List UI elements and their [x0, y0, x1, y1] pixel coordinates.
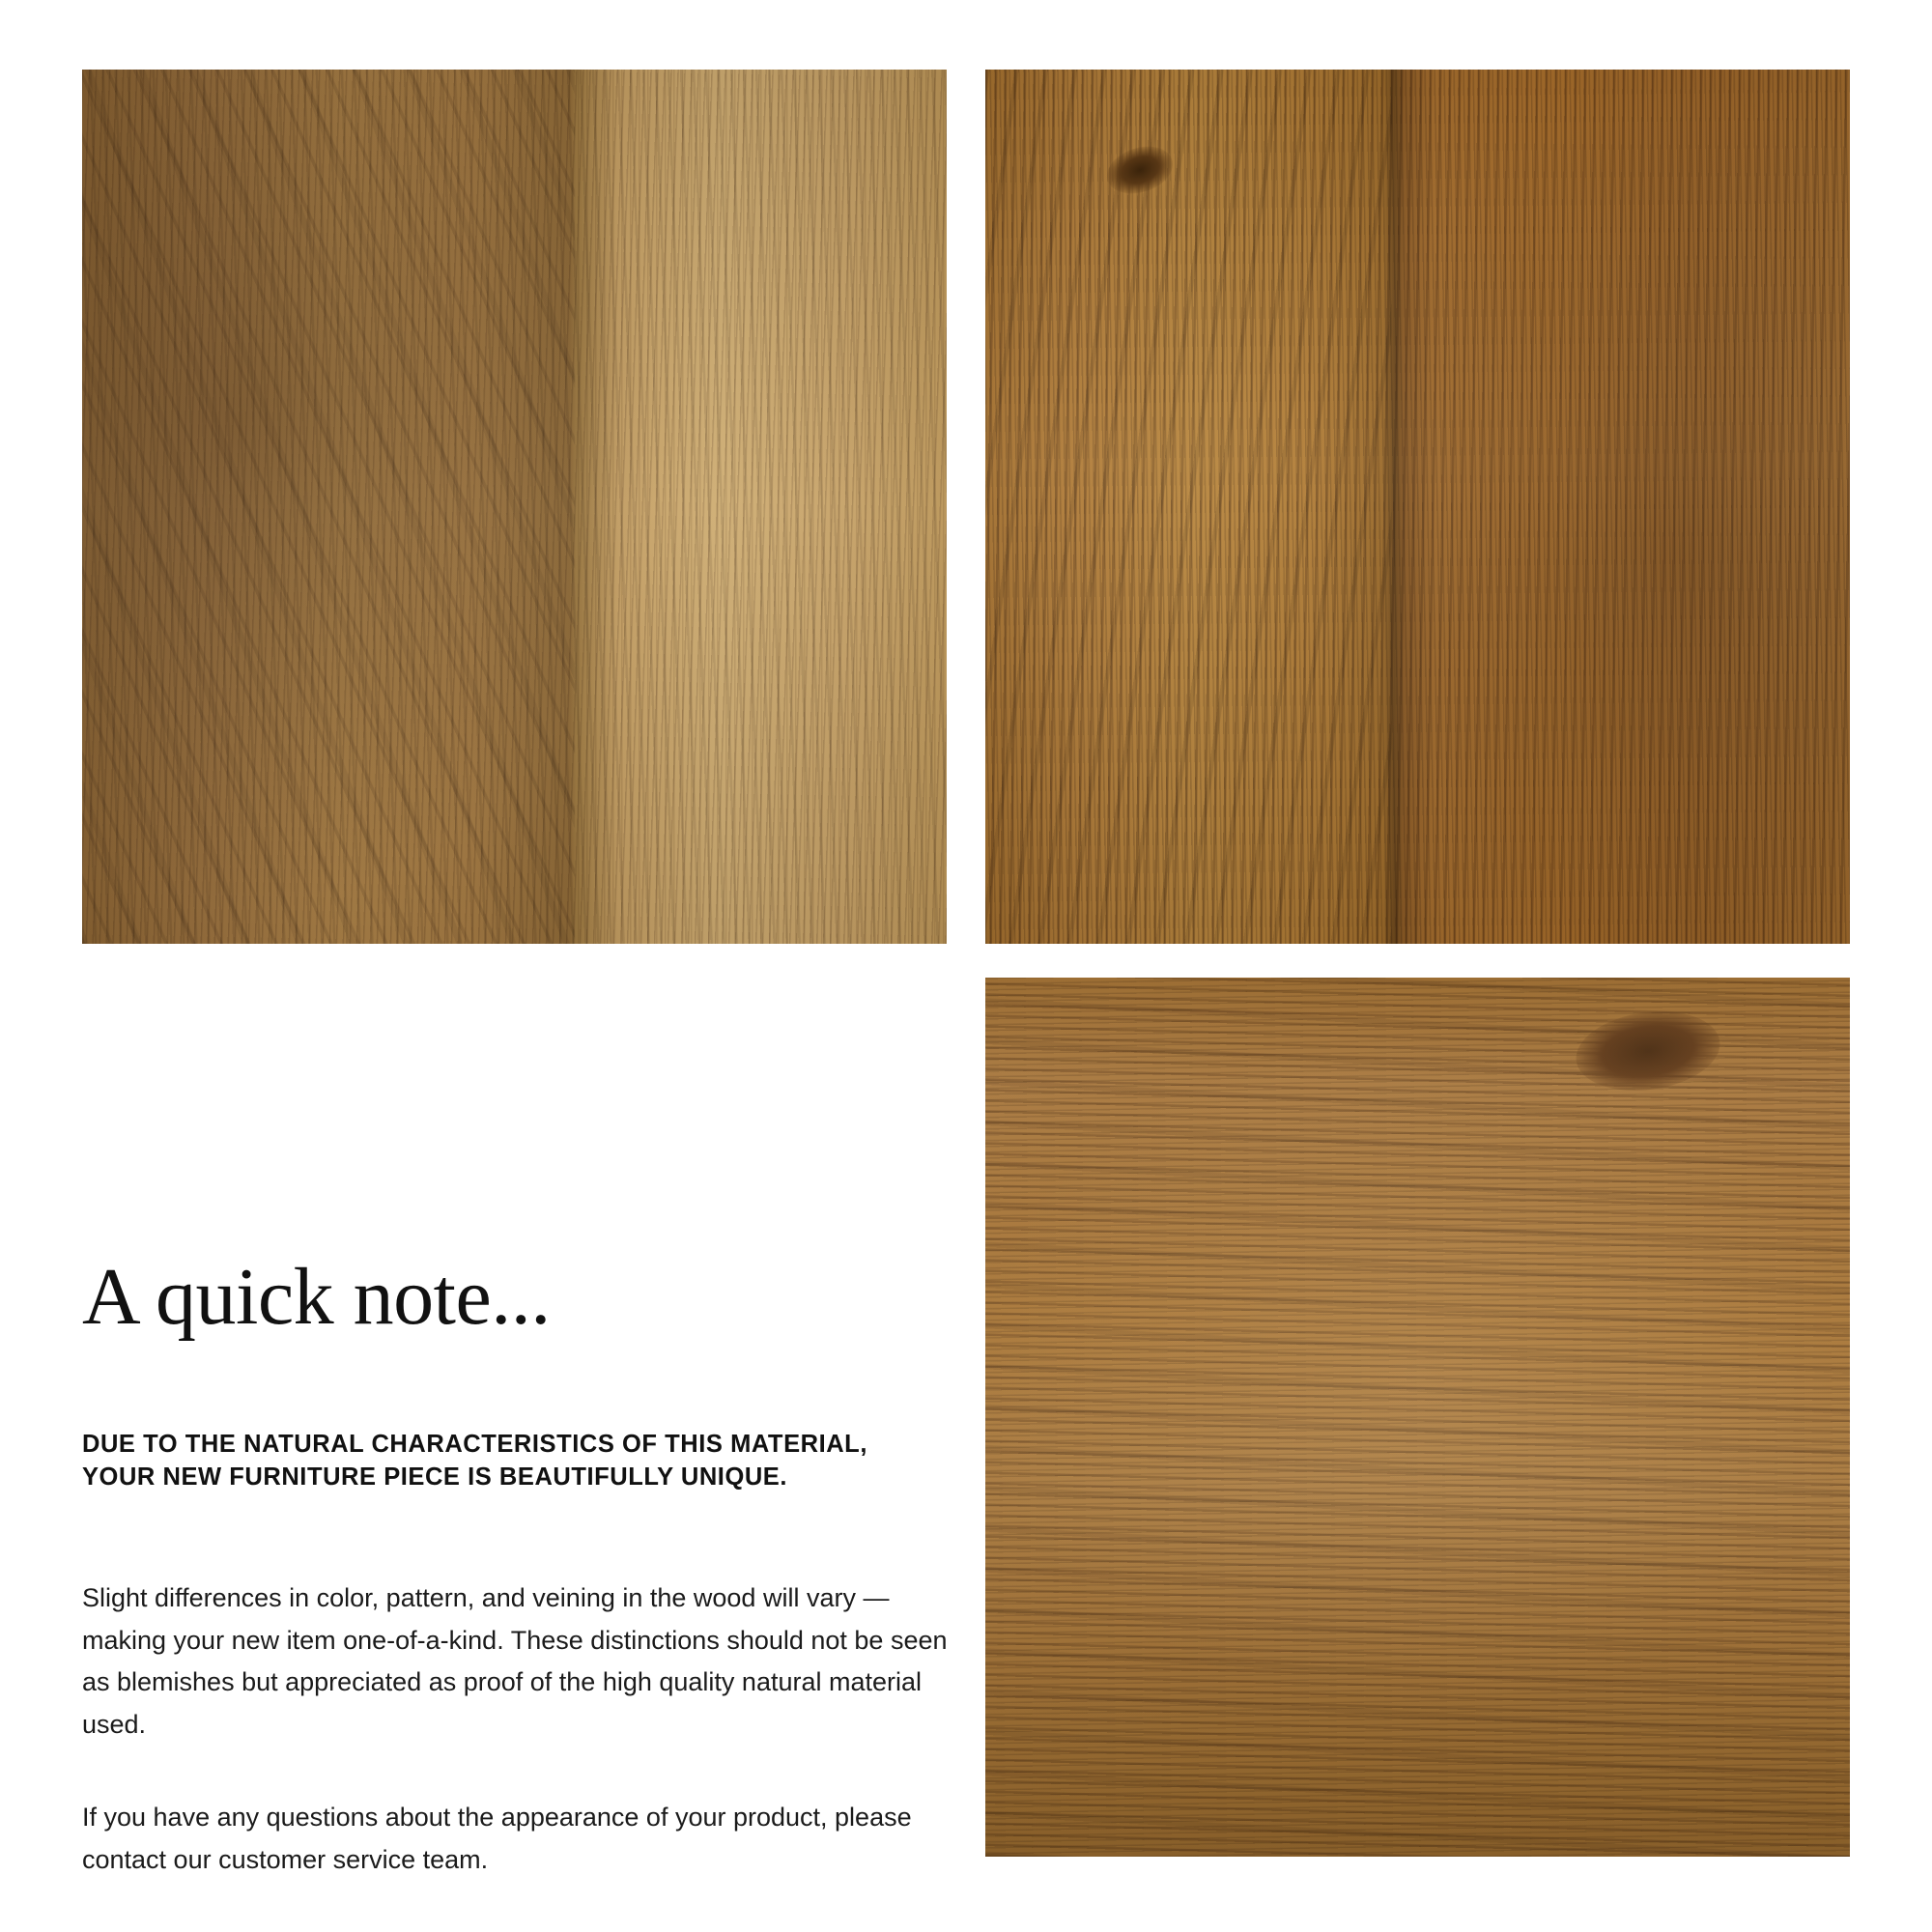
note-paragraph-1: Slight differences in color, pattern, and veining in the wood will vary — making your new item one-of-a-kind. These distinctions should not be seen as blemishes but appreciated as proof of the high quality natural material used.	[82, 1583, 948, 1740]
note-subheading: DUE TO THE NATURAL CHARACTERISTICS OF THIS MATERIAL, YOUR NEW FURNITURE PIECE IS BEAUTIFULLY UNIQUE.	[82, 1430, 867, 1492]
wood-swatch-top-left-image	[82, 70, 947, 944]
wood-swatch-bottom-right-image	[985, 978, 1850, 1857]
quick-note-block	[82, 1252, 956, 1881]
page-title: A quick note...	[82, 1252, 551, 1342]
wood-swatch-top-right-image	[985, 70, 1850, 944]
wood-shading-layer	[985, 70, 1850, 944]
note-paragraph-2: If you have any questions about the appearance of your product, please contact our customer service team.	[82, 1802, 912, 1874]
wood-shading-layer	[82, 70, 947, 944]
wood-shading-layer	[985, 978, 1850, 1857]
